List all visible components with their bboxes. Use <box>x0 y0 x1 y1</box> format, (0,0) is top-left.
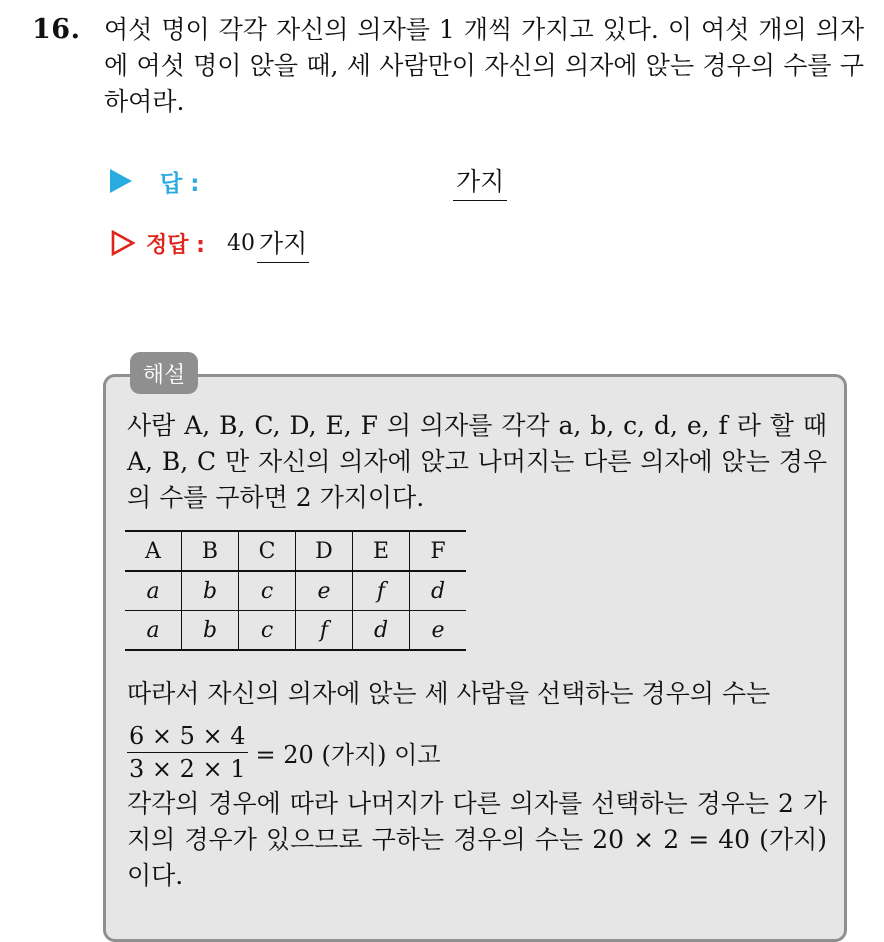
table-row <box>125 611 466 651</box>
solution-paragraph-2: 따라서 자신의 의자에 앉는 세 사람을 선택하는 경우의 수는 <box>127 679 771 708</box>
table-cell: a <box>125 571 182 611</box>
play-triangle-icon <box>110 169 132 193</box>
table-cell: e <box>410 611 467 651</box>
table-cell: e <box>296 571 353 611</box>
answer-label: 답 : <box>160 170 200 197</box>
table-cell: a <box>125 611 182 651</box>
fraction-numerator: 6 × 5 × 4 <box>127 722 248 753</box>
correct-unit: 가지 <box>257 224 309 263</box>
fraction <box>127 722 248 783</box>
correct-answer-row <box>110 224 309 262</box>
table-cell: d <box>353 611 410 651</box>
table-cell: f <box>296 611 353 651</box>
table-row <box>125 571 466 611</box>
table-header-cell: E <box>353 531 410 571</box>
table-header-row <box>125 531 466 571</box>
correct-label: 정답 : <box>146 232 205 258</box>
answer-blank-unit[interactable]: 가지 <box>453 162 507 201</box>
solution-paragraph-3: 각각의 경우에 따라 나머지가 다른 의자를 선택하는 경우는 2 가지의 경우가 있으므로 구하는 경우의 수는 20 × 2 = 40 (가지) 이다. <box>127 789 827 890</box>
fraction-result: = 20 (가지) 이고 <box>255 741 441 769</box>
permutation-table <box>125 530 466 651</box>
answer-row <box>110 162 199 200</box>
table-header-cell: D <box>296 531 353 571</box>
correct-value: 40 <box>226 230 255 256</box>
fraction-denominator: 3 × 2 × 1 <box>129 755 246 783</box>
outline-triangle-icon <box>110 230 136 256</box>
question-number: 16. <box>32 14 81 45</box>
question-text: 여섯 명이 각각 자신의 의자를 1 개씩 가지고 있다. 이 여섯 개의 의자에 여섯 명이 앉을 때, 세 사람만이 자신의 의자에 앉는 경우의 수를 구하여라. <box>104 15 864 116</box>
table-cell: b <box>182 571 239 611</box>
table-cell: b <box>182 611 239 651</box>
solution-paragraph-1: 사람 A, B, C, D, E, F 의 의자를 각각 a, b, c, d, e, f 라 할 때 A, B, C 만 자신의 의자에 앉고 나머지는 다른 의자에 앉는 경우의 수를 구하면 2 가지이다. <box>127 411 827 512</box>
solution-tab: 해설 <box>130 352 198 394</box>
table-cell: d <box>410 571 467 611</box>
table-cell: f <box>353 571 410 611</box>
table-header-cell: F <box>410 531 467 571</box>
table-header-cell: C <box>239 531 296 571</box>
table-header-cell: B <box>182 531 239 571</box>
table-cell: c <box>239 611 296 651</box>
table-cell: c <box>239 571 296 611</box>
table-header-cell: A <box>125 531 182 571</box>
fraction-equation <box>127 722 441 783</box>
